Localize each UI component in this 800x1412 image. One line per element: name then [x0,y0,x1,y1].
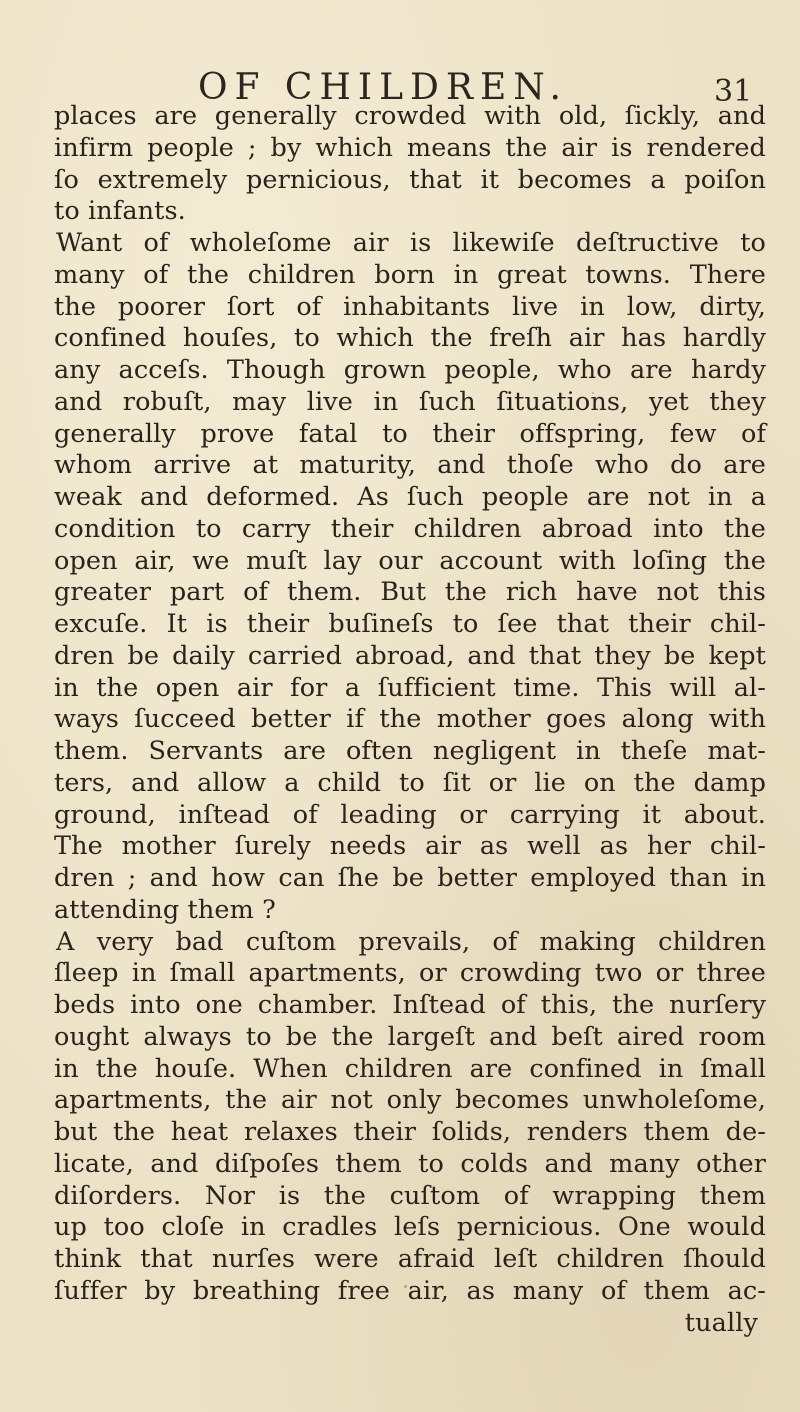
body-text [54,101,766,1339]
text-line: ſuffer by breathing free air, as many of them ac- [54,1275,766,1306]
paper-speck [592,392,594,394]
text-line: excuſe. It is their buſineſs to ſee that their chil- [54,609,766,639]
text-line: diſorders. Nor is the cuſtom of wrapping them [54,1180,766,1211]
text-line: infirm people ; by which means the air is rendered [54,132,766,163]
text-line: dren ; and how can ſhe be better employed than in [54,863,766,893]
text-line: beds into one chamber. Inſtead of this, the nurſery [54,990,766,1020]
text-line: the poorer ſort of inhabitants live in low, dirty, [54,291,766,322]
text-line: licate, and diſpoſes them to colds and many other [54,1148,766,1179]
text-line: in the open air for a ſufficient time. This will al- [54,672,766,703]
text-line: ways ſucceed better if the mother goes along with [54,704,766,735]
text-line: in the houſe. When children are confined in ſmall [54,1053,766,1084]
text-line: ought always to be the largeſt and beſt aired room [54,1021,766,1052]
text-line: condition to carry their children abroad into the [54,513,766,544]
text-line: weak and deformed. As ſuch people are not in a [54,482,766,512]
text-line: confined houſes, to which the freſh air has hardly [54,323,766,354]
text-line: to infants. [54,196,186,227]
text-line: many of the children born in great towns. There [54,259,766,290]
text-line: open air, we muſt lay our account with loſing the [54,545,766,576]
text-line: generally prove fatal to their offspring, few of [54,418,766,449]
text-line: them. Servants are often negligent in theſe mat- [54,736,766,766]
text-line: greater part of them. But the rich have not this [54,577,766,608]
text-line: attending them ? [54,894,276,925]
text-line: Want of wholeſome air is likewiſe deſtructive to [56,228,766,258]
text-line: The mother ſurely needs air as well as her chil- [54,831,766,862]
text-line: up too cloſe in cradles leſs pernicious. One would [54,1212,766,1243]
text-line: dren be daily carried abroad, and that they be kept [54,640,766,671]
text-line: but the heat relaxes their ſolids, renders them de- [54,1117,766,1147]
running-title: OF CHILDREN. [198,67,568,108]
catchword: tually [684,1307,758,1338]
text-line: ſo extremely pernicious, that it becomes a poiſon [54,164,766,195]
text-line: whom arrive at maturity, and thoſe who do are [54,450,766,481]
text-line: apartments, the air not only becomes unwholeſome, [54,1085,766,1116]
text-line: ſleep in ſmall apartments, or crowding two or three [54,958,766,989]
text-line: A very bad cuſtom prevails, of making children [56,926,766,957]
paper-speck [404,1285,407,1288]
text-line: ters, and allow a child to ſit or lie on the damp [54,767,766,798]
page-number: 31 [714,74,753,109]
text-line: ground, inſtead of leading or carrying it about. [54,799,766,830]
text-line: think that nurſes were afraid leſt children ſhould [54,1244,766,1274]
text-line: any acceſs. Though grown people, who are hardy [54,355,766,385]
text-line: places are generally crowded with old, ſickly, and [54,101,766,131]
paper-speck [186,663,188,665]
text-line: and robuſt, may live in ſuch ſituations, yet they [54,386,766,417]
